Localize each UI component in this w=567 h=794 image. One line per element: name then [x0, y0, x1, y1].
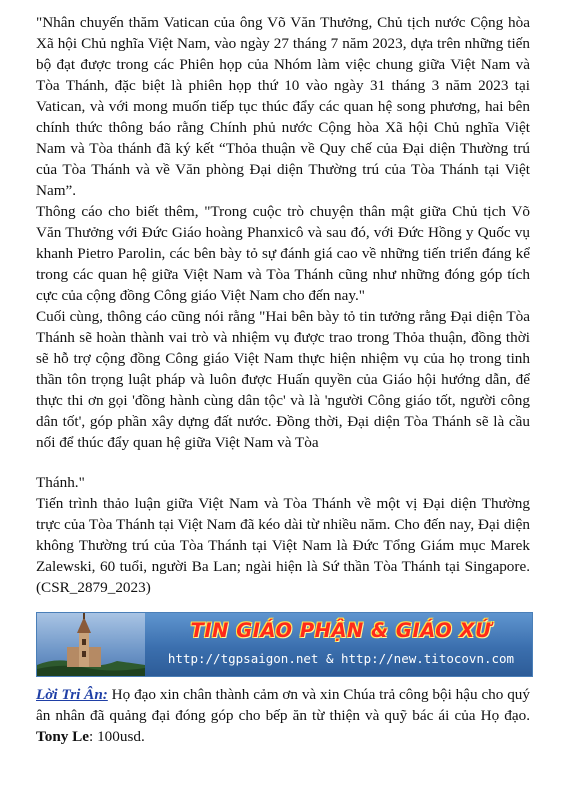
paragraph-announcement: "Nhân chuyến thăm Vatican của ông Võ Văn Thưởng, Chủ tịch nước Cộng hòa Xã hội Chủ nghĩa Việt Nam, vào ngày 27 tháng 7 năm 2023, dựa trên những tiến bộ đạt được trong các Phiên họp của Nhóm làm việc chung giữa Việt Nam và Tòa Thánh, đặc biệt là phiên họp thứ 10 vào ngày 31 tháng 3 năm 2023 tại Vatican, và với mong muốn tiếp tục thúc đẩy các quan hệ song phương, hai bên chính thức thông báo rằng Chính phủ nước Cộng hòa Xã hội Chủ nghĩa Việt Nam và Tòa thánh đã ký kết “Thỏa thuận về Quy chế của Đại diện Thường trú của Tòa Thánh và về Văn phòng Đại diện Thường trú của Tòa Thánh tại Việt Nam”.: [36, 14, 530, 199]
thanks-label: Lời Tri Ân:: [36, 686, 108, 703]
news-banner: [36, 612, 533, 677]
thanks-body: Họ đạo xin chân thành cảm ơn và xin Chúa trả công bội hậu cho quý ân nhân đã quảng đại đóng góp cho bếp ăn từ thiện và quỹ bác ái của Họ đạo.: [36, 686, 530, 724]
church-photo: [37, 613, 145, 676]
article-body: [36, 12, 530, 598]
paragraph-communique: Thông cáo cho biết thêm, "Trong cuộc trò chuyện thân mật giữa Chủ tịch Võ Văn Thưởng với Đức Giáo hoàng Phanxicô và sau đó, với Đức Hồng y Quốc vụ khanh Pietro Parolin, các bên bày tỏ sự đánh giá cao về những tiến triển đáng kể trong các quan hệ giữa Việt Nam và Tòa Thánh cũng như những đóng góp tích cực của cộng đồng Công giáo Việt Nam cho đến nay.": [36, 203, 530, 304]
donation-amount: : 100usd.: [89, 728, 145, 745]
thanks-note: [36, 684, 530, 747]
paragraph-conclusion-end: Thánh.": [36, 474, 85, 491]
donor-name: Tony Le: [36, 728, 90, 745]
banner-title: TIN GIÁO PHẬN & GIÁO XỨ: [190, 619, 492, 642]
banner-urls: http://tgpsaigon.net & http://new.titocovn.com: [167, 651, 515, 666]
line-gap: [36, 453, 530, 472]
church-tower-icon: [37, 613, 145, 676]
paragraph-background: Tiến trình thảo luận giữa Việt Nam và Tòa Thánh về một vị Đại diện Thường trực của Tòa Thánh tại Việt Nam đã kéo dài từ nhiều năm. Cho đến nay, Đại diện không Thường trú của Tòa Thánh tại Việt Nam là Đức Tổng Giám mục Marek Zalewski, 60 tuổi, người Ba Lan; ngài hiện là Sứ thần Tòa Thánh tại Singapore. (CSR_2879_2023): [36, 495, 530, 596]
paragraph-conclusion: Cuối cùng, thông cáo cũng nói rằng "Hai bên bày tỏ tin tưởng rằng Đại diện Tòa Thánh sẽ hoàn thành vai trò và nhiệm vụ được trao trong Thỏa thuận, đồng thời sẽ hỗ trợ cộng đồng Công giáo Việt Nam thực hiện nhiệm vụ của họ trong tinh thần tôn trọng luật pháp và luôn được Huấn quyền của Giáo hội hướng dẫn, để thực thi ơn gọi 'đồng hành cùng dân tộc' và là 'người Công giáo tốt, người công dân tốt', góp phần xây dựng đất nước. Đồng thời, Đại diện Tòa Thánh sẽ là cầu nối để thúc đẩy quan hệ giữa Việt Nam và Tòa: [36, 308, 530, 451]
